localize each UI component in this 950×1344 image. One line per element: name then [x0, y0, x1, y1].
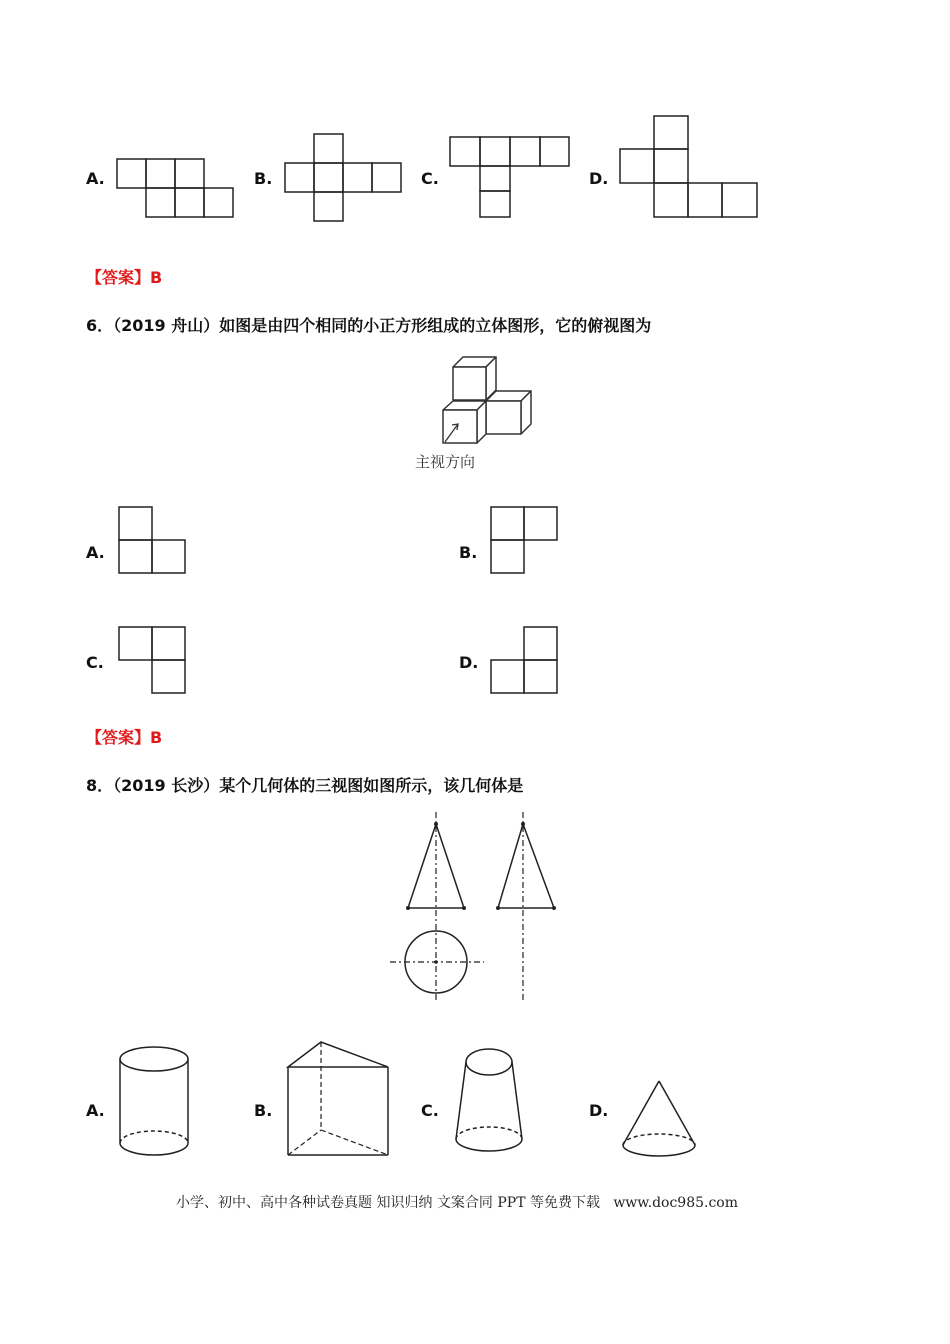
q5-option-a-label: A. — [86, 169, 105, 188]
q8-front-top-view-figure — [388, 812, 488, 1002]
q6-option-c-figure — [118, 626, 186, 694]
q6-option-b-label: B. — [459, 543, 478, 562]
q6-question: 6．（2019 舟山）如图是由四个相同的小正方形组成的立体图形，它的俯视图为 — [86, 316, 652, 335]
q6-option-c-label: C. — [86, 653, 104, 672]
q8-side-view-figure — [494, 812, 558, 1002]
q6-option-a-label: A. — [86, 543, 105, 562]
q8-option-d-cone — [620, 1078, 698, 1160]
q5-option-b-figure — [284, 133, 402, 222]
q6-option-d-label: D. — [459, 653, 479, 672]
q6-option-d-figure — [490, 626, 558, 694]
q8-option-d-label: D. — [589, 1101, 609, 1120]
q8-option-c-label: C. — [421, 1101, 439, 1120]
q6-cube-figure — [440, 354, 536, 444]
page-footer: 小学、初中、高中各种试卷真题 知识归纳 文案合同 PPT 等免费下载 www.doc985.com — [176, 1195, 739, 1211]
q8-option-a-label: A. — [86, 1101, 105, 1120]
q8-option-a-cylinder — [118, 1045, 190, 1160]
q5-option-d-label: D. — [589, 169, 609, 188]
q6-option-a-figure — [118, 506, 186, 574]
q8-option-b-label: B. — [254, 1101, 273, 1120]
q5-option-a-figure — [116, 158, 234, 218]
q6-option-b-figure — [490, 506, 558, 574]
q5-option-c-figure — [449, 136, 570, 219]
q5-option-b-label: B. — [254, 169, 273, 188]
q5-option-c-label: C. — [421, 169, 439, 188]
q6-answer: 【答案】B — [86, 728, 163, 747]
q8-question: 8．（2019 长沙）某个几何体的三视图如图所示，该几何体是 — [86, 776, 524, 795]
q6-view-direction-label: 主视方向 — [415, 453, 476, 471]
q5-answer: 【答案】B — [86, 268, 163, 287]
q5-option-d-figure — [619, 115, 759, 219]
q8-option-b-prism — [285, 1037, 391, 1159]
q8-option-c-frustum — [453, 1047, 525, 1157]
